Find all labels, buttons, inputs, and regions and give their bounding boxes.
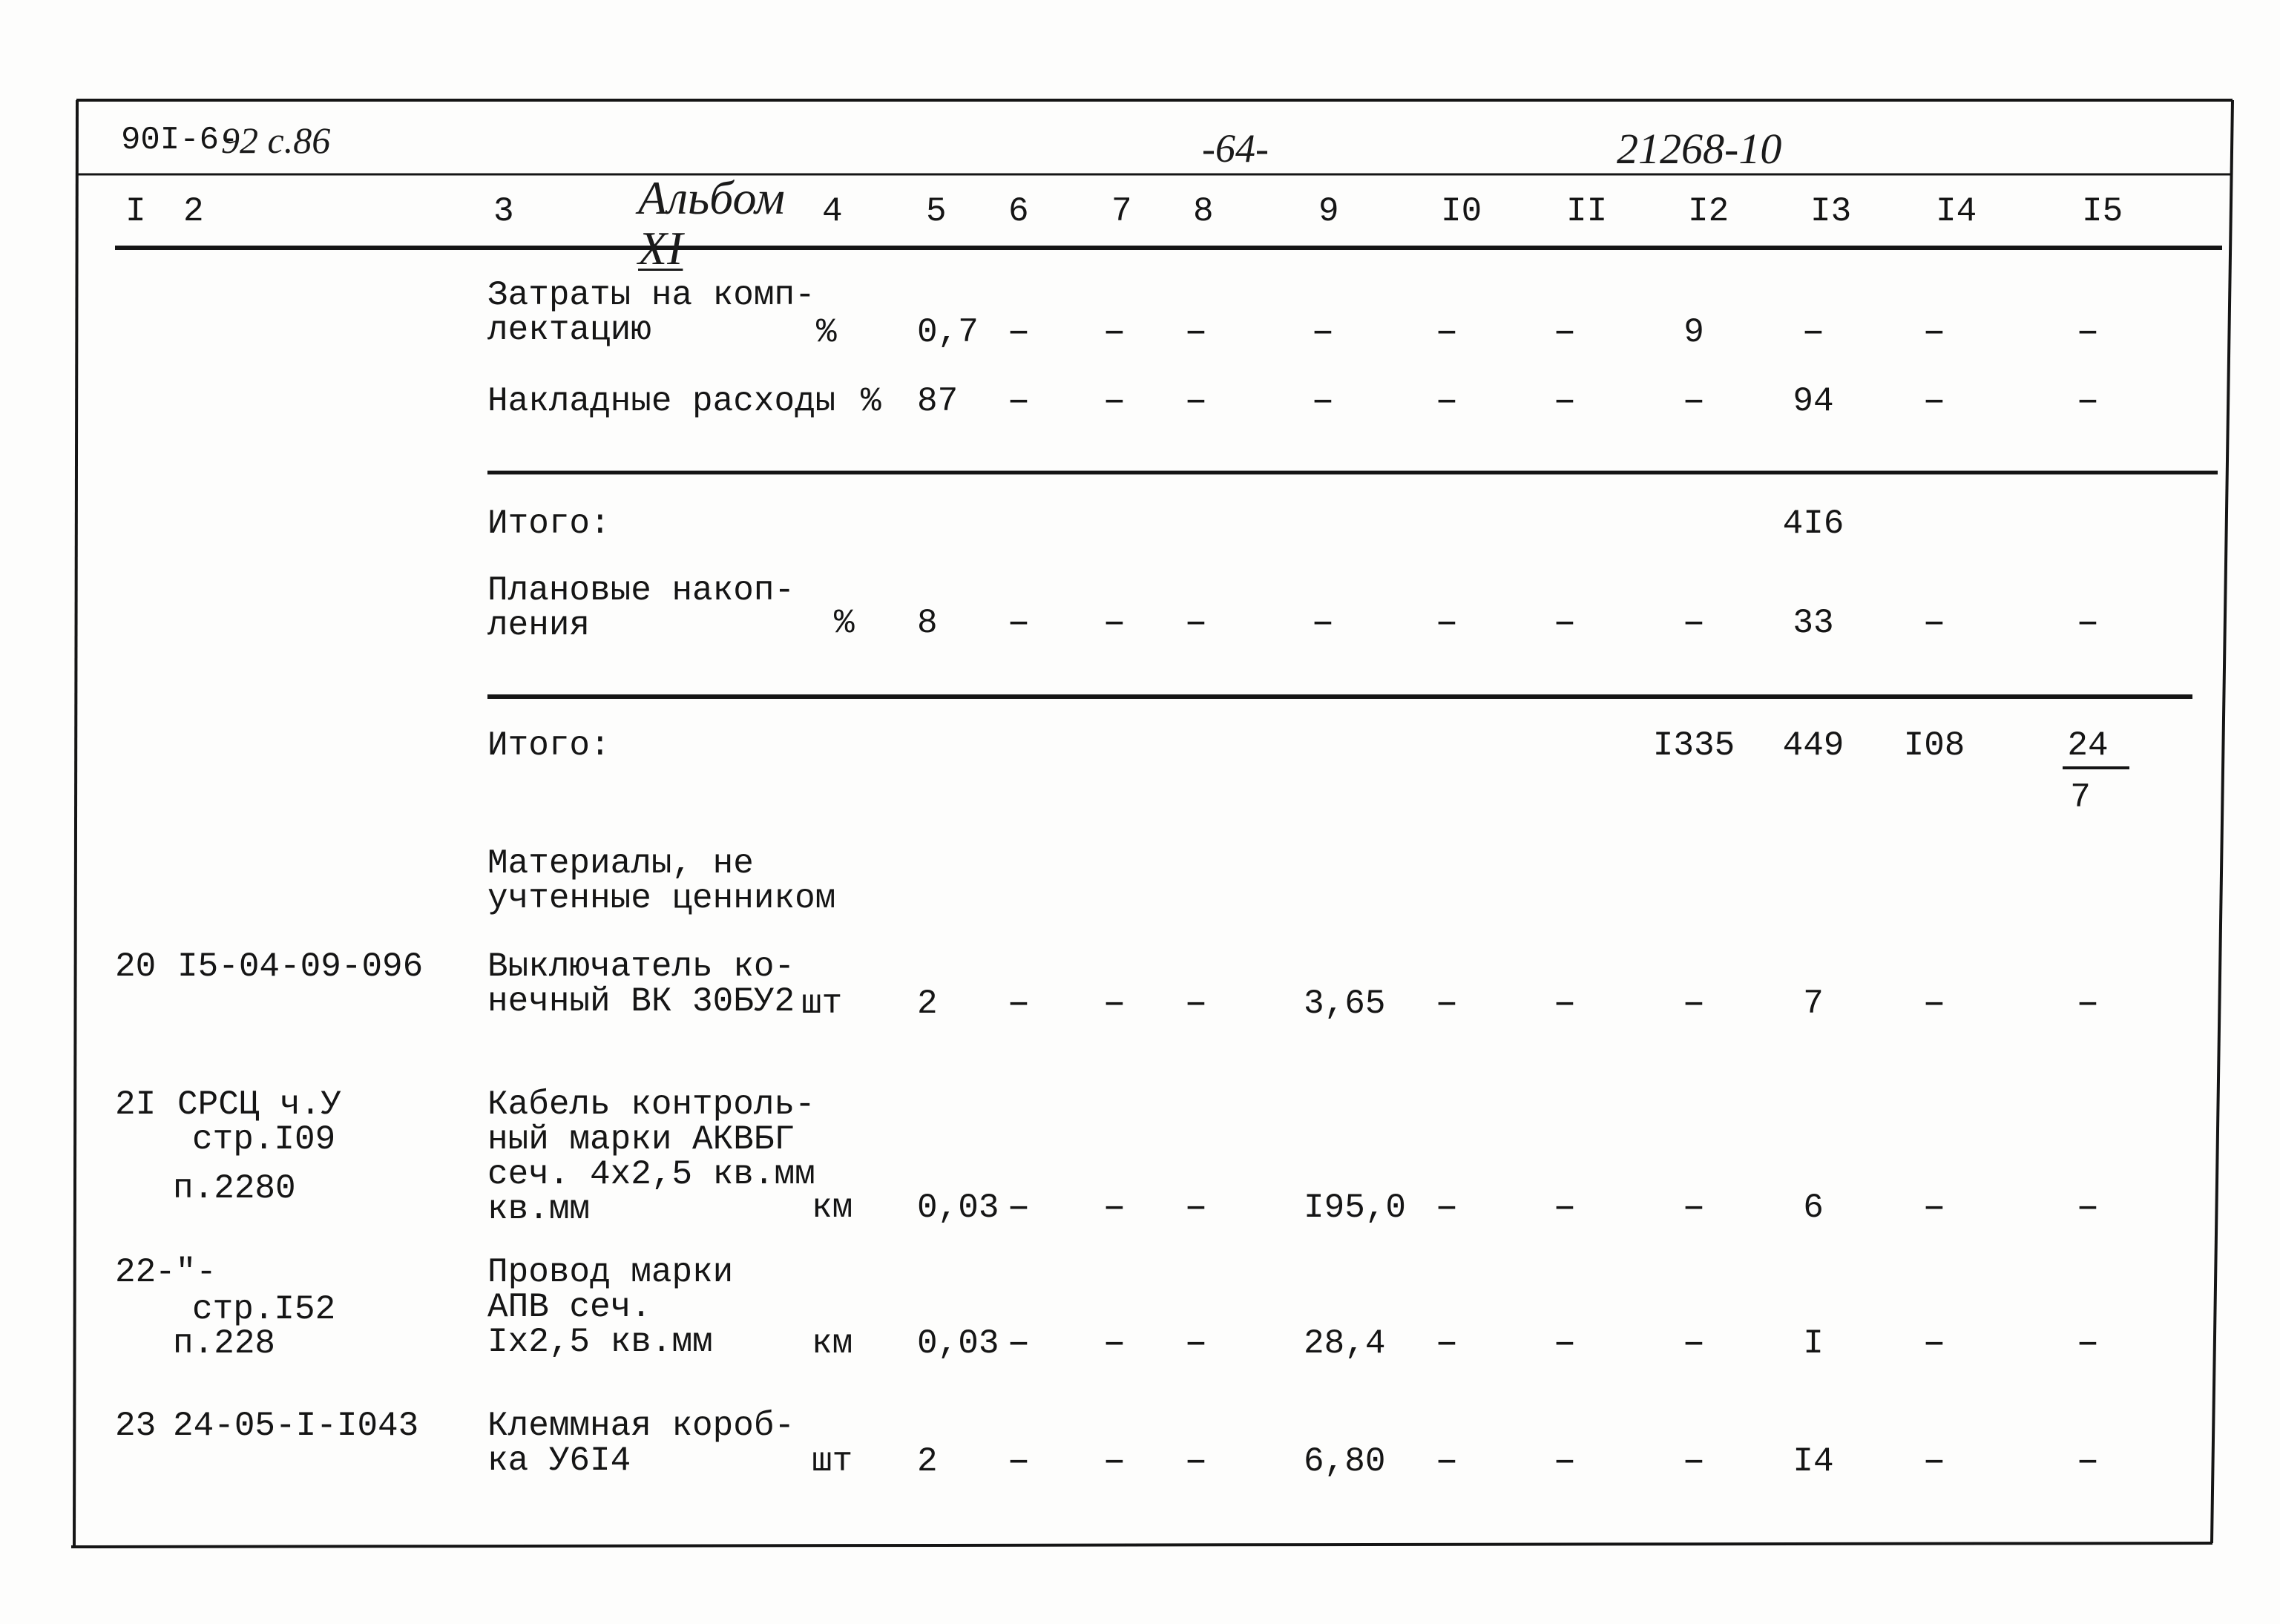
item-name: учтенные ценником <box>487 879 836 918</box>
value-col-13: 33 <box>1793 604 1834 642</box>
value-col-8: - <box>1177 604 1215 642</box>
value-col-15: - <box>2069 1324 2106 1363</box>
row-number: 22 <box>115 1253 157 1292</box>
price-code: стр.I52 <box>192 1290 336 1329</box>
price-code: I5-04-09-096 <box>177 947 424 986</box>
value-col-9: 6,80 <box>1304 1442 1386 1481</box>
value-col-15: - <box>2069 1189 2106 1227</box>
value-col-11: - <box>1546 382 1583 421</box>
value-col-13: 4I6 <box>1782 504 1844 543</box>
fraction-bar <box>2063 766 2129 769</box>
value-col-6: - <box>1000 1324 1037 1363</box>
value-col-15: - <box>2069 1442 2106 1481</box>
value-col-5: 2 <box>917 1442 938 1481</box>
item-name: Затраты на комп- <box>487 276 815 315</box>
value-col-13: - <box>1795 313 1832 352</box>
value-col-6: - <box>1000 382 1037 421</box>
column-number: 4 <box>822 192 843 231</box>
item-name: Итого: <box>487 726 611 765</box>
value-col-13: I4 <box>1793 1442 1834 1481</box>
value-col-6: - <box>1000 604 1037 642</box>
value-col-10: - <box>1428 984 1465 1023</box>
value-col-6: - <box>1000 984 1037 1023</box>
column-number: 2 <box>183 192 204 231</box>
value-col-5: 0,7 <box>917 313 979 352</box>
value-col-14: - <box>1916 1189 1953 1227</box>
album-number: XI <box>638 222 683 274</box>
item-name: нечный ВК 30БУ2 <box>487 982 795 1021</box>
value-col-13: 6 <box>1803 1189 1824 1227</box>
value-col-8: - <box>1177 313 1215 352</box>
item-name: Iх2,5 кв.мм <box>487 1323 713 1361</box>
unit: шт <box>801 984 843 1023</box>
value-col-13: 449 <box>1782 726 1844 765</box>
frame-left-line <box>74 100 77 1548</box>
column-number: 5 <box>926 192 947 231</box>
value-col-14: - <box>1916 382 1953 421</box>
item-name: Материалы, не <box>487 844 754 883</box>
item-name: Кабель контроль- <box>487 1085 815 1124</box>
album-word: Альбом <box>638 171 785 224</box>
value-col-10: - <box>1428 313 1465 352</box>
item-name: ный марки АКВБГ <box>487 1120 795 1159</box>
value-col-15: - <box>2069 984 2106 1023</box>
document-code-handwritten: 92 c.86 <box>221 119 331 161</box>
value-col-12: 9 <box>1683 313 1704 352</box>
value-col-8: - <box>1177 1324 1215 1363</box>
column-number: I4 <box>1936 192 1977 231</box>
value-col-11: - <box>1546 984 1583 1023</box>
value-col-9: 28,4 <box>1304 1324 1386 1363</box>
item-name: ления <box>487 606 591 645</box>
value-col-11: - <box>1546 1324 1583 1363</box>
value-col-12: - <box>1675 1442 1712 1481</box>
fraction-denominator: 7 <box>2070 778 2091 817</box>
unit: шт <box>812 1442 853 1481</box>
value-col-12: - <box>1675 984 1712 1023</box>
unit: км <box>812 1189 853 1227</box>
column-number: 3 <box>493 192 514 231</box>
row-number: 23 <box>115 1407 157 1445</box>
value-col-15: - <box>2069 382 2106 421</box>
value-col-13: 94 <box>1793 382 1834 421</box>
column-number: 9 <box>1318 192 1339 231</box>
value-col-7: - <box>1096 1442 1133 1481</box>
frame-bottom-line <box>71 1543 2212 1547</box>
price-code: СРСЦ ч.У <box>177 1085 341 1124</box>
value-col-12: - <box>1675 604 1712 642</box>
value-col-9: I95,0 <box>1304 1189 1407 1227</box>
item-name: Выключатель ко- <box>487 947 795 986</box>
value-col-9: 3,65 <box>1304 984 1386 1023</box>
item-name: ка У6I4 <box>487 1441 631 1480</box>
value-col-8: - <box>1177 1189 1215 1227</box>
value-col-5: 0,03 <box>917 1324 999 1363</box>
column-number: I3 <box>1810 192 1852 231</box>
value-col-10: - <box>1428 1442 1465 1481</box>
value-col-11: - <box>1546 604 1583 642</box>
value-col-5: 2 <box>917 984 938 1023</box>
page-number: -64- <box>1202 126 1269 171</box>
item-name: Провод марки <box>487 1253 734 1292</box>
value-col-8: - <box>1177 382 1215 421</box>
value-col-14: - <box>1916 984 1953 1023</box>
frame-right-line <box>2212 100 2233 1543</box>
item-name: Итого: <box>487 504 611 543</box>
price-code: п.2280 <box>173 1169 296 1208</box>
value-col-14: - <box>1916 313 1953 352</box>
sheet-code: 21268-10 <box>1617 125 1782 173</box>
value-col-9: - <box>1304 604 1341 642</box>
value-col-6: - <box>1000 1189 1037 1227</box>
value-col-8: - <box>1177 1442 1215 1481</box>
value-col-7: - <box>1096 984 1133 1023</box>
price-code: стр.I09 <box>192 1120 336 1159</box>
value-col-15: - <box>2069 313 2106 352</box>
price-code: 24-05-I-I043 <box>173 1407 419 1445</box>
value-col-11: - <box>1546 1189 1583 1227</box>
column-number: 6 <box>1008 192 1029 231</box>
value-col-11: - <box>1546 1442 1583 1481</box>
column-number: 8 <box>1193 192 1214 231</box>
value-col-5: 87 <box>917 382 959 421</box>
value-col-7: - <box>1096 604 1133 642</box>
value-col-5: 0,03 <box>917 1189 999 1227</box>
document-code: 90I-6- <box>121 122 239 159</box>
value-col-9: - <box>1304 313 1341 352</box>
item-name: кв.мм <box>487 1190 591 1229</box>
value-col-12: - <box>1675 382 1712 421</box>
value-col-5: 8 <box>917 604 938 642</box>
value-col-7: - <box>1096 1189 1133 1227</box>
value-col-6: - <box>1000 1442 1037 1481</box>
value-col-10: - <box>1428 382 1465 421</box>
item-name: Клеммная короб- <box>487 1407 795 1445</box>
value-col-12: I335 <box>1652 726 1735 765</box>
row-number: 20 <box>115 947 157 986</box>
value-col-10: - <box>1428 1189 1465 1227</box>
column-number: 7 <box>1111 192 1132 231</box>
column-number: II <box>1566 192 1608 231</box>
value-col-9: - <box>1304 382 1341 421</box>
unit: км <box>812 1324 853 1363</box>
item-name: Накладные расходы <box>487 382 836 421</box>
value-col-13: 7 <box>1803 984 1824 1023</box>
value-col-8: - <box>1177 984 1215 1023</box>
row-number: 2I <box>115 1085 157 1124</box>
value-col-14: I08 <box>1903 726 1965 765</box>
item-name: Плановые накоп- <box>487 571 795 610</box>
unit: % <box>816 313 837 352</box>
value-col-14: - <box>1916 1324 1953 1363</box>
item-name: АПВ сеч. <box>487 1288 651 1327</box>
unit: % <box>834 604 855 642</box>
price-code: п.228 <box>173 1324 276 1363</box>
value-col-10: - <box>1428 604 1465 642</box>
value-col-11: - <box>1546 313 1583 352</box>
fraction-numerator: 24 <box>2067 726 2109 765</box>
item-name: лектацию <box>487 311 651 349</box>
column-number: I <box>125 192 146 231</box>
value-col-7: - <box>1096 1324 1133 1363</box>
value-col-12: - <box>1675 1324 1712 1363</box>
unit: % <box>861 382 881 421</box>
column-number: I5 <box>2082 192 2123 231</box>
value-col-12: - <box>1675 1189 1712 1227</box>
price-code: -"- <box>155 1253 217 1292</box>
item-name: сеч. 4х2,5 кв.мм <box>487 1155 815 1194</box>
value-col-10: - <box>1428 1324 1465 1363</box>
value-col-13: I <box>1803 1324 1824 1363</box>
value-col-6: - <box>1000 313 1037 352</box>
column-number: I0 <box>1441 192 1482 231</box>
value-col-14: - <box>1916 604 1953 642</box>
value-col-7: - <box>1096 382 1133 421</box>
value-col-7: - <box>1096 313 1133 352</box>
value-col-14: - <box>1916 1442 1953 1481</box>
value-col-15: - <box>2069 604 2106 642</box>
column-number: I2 <box>1688 192 1729 231</box>
